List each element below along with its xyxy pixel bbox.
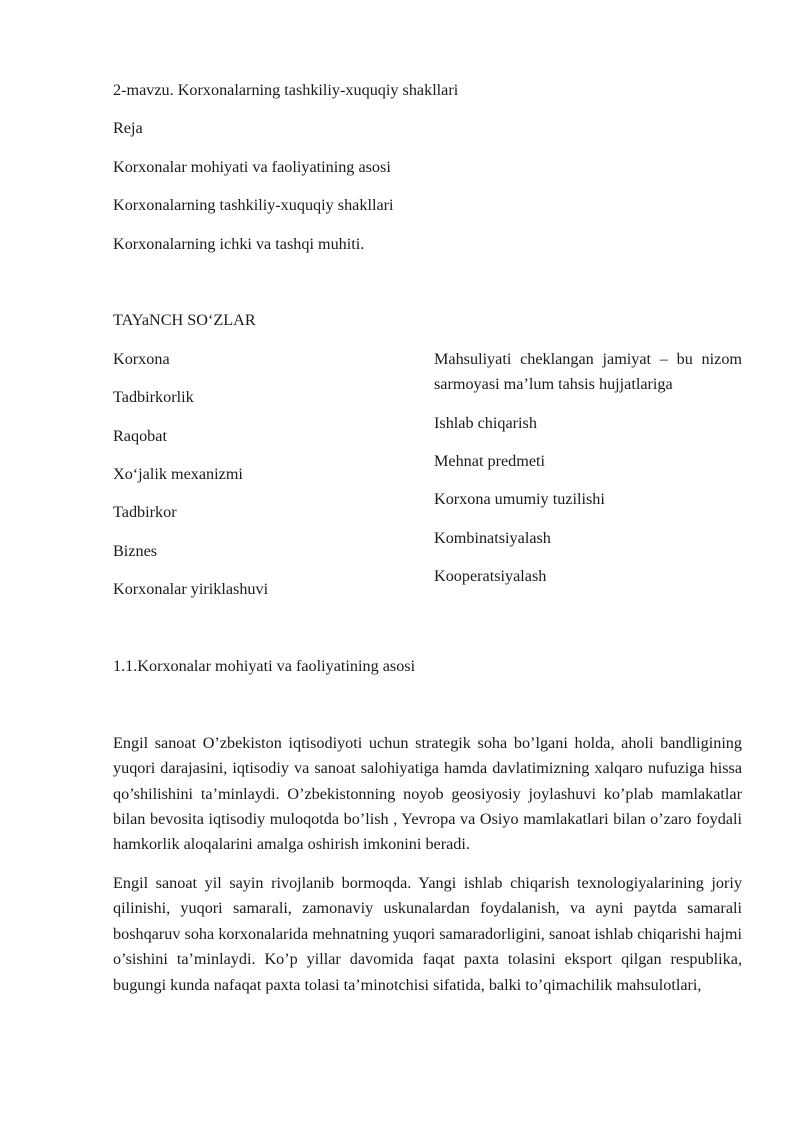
plan-item-2: Korxonalarning tashkiliy-xuquqiy shakllari	[113, 196, 394, 215]
keyword-item: Ishlab chiqarish	[434, 413, 537, 432]
keyword-item: Mahsuliyati cheklangan jamiyat – bu nizom sarmoyasi ma’lum tahsis hujjatlariga	[434, 349, 742, 394]
plan-label: Reja	[113, 119, 143, 138]
keyword-item: Tadbirkorlik	[113, 388, 194, 407]
keyword-item: Mehnat predmeti	[434, 452, 546, 471]
keyword-item: Raqobat	[113, 426, 167, 445]
blank-line	[113, 270, 742, 295]
keyword-item: Kooperatsiyalash	[434, 567, 547, 586]
keyword-item: Kombinatsiyalash	[434, 528, 551, 547]
keywords-column-left	[113, 347, 434, 616]
keyword-item: Xo‘jalik mexanizmi	[113, 465, 243, 484]
keyword-item: Korxona	[113, 349, 170, 368]
keyword-item: Korxonalar yiriklashuvi	[113, 580, 269, 599]
blank-line	[113, 616, 742, 641]
plan-item-3: Korxonalarning ichki va tashqi muhiti.	[113, 234, 365, 253]
body-paragraph-1: Engil sanoat O’zbekiston iqtisodiyoti uchun strategik soha bo’lgani holda, aholi bandligining yuqori darajasini, iqtisodiy va sanoat salohiyatiga hamda davlatimizning xalqaro nufuziga hissa qo’shilishini ta’minlaydi. O’zbekistonning noyob geosiyosiy joylashuvi ko’plab mamlakatlar bilan bevosita iqtisodiy muloqotda bo’lish , Yevropa va Osiyo mamlakatlari bilan o’zaro foydali hamkorlik aloqalarini amalga oshirish imkonini beradi.	[113, 733, 742, 854]
plan-item-1: Korxonalar mohiyati va faoliyatining asosi	[113, 157, 391, 176]
section-heading: 1.1.Korxonalar mohiyati va faoliyatining asosi	[113, 657, 416, 676]
keyword-item: Korxona umumiy tuzilishi	[434, 490, 605, 509]
keywords-heading: TAYaNCH SO‘ZLAR	[113, 311, 256, 330]
keyword-item: Tadbirkor	[113, 503, 177, 522]
keywords-columns	[113, 347, 742, 616]
keyword-item: Biznes	[113, 541, 158, 560]
body-paragraph-2: Engil sanoat yil sayin rivojlanib bormoqda. Yangi ishlab chiqarish texnologiyalarining joriy qilinishi, yuqori samarali, zamonaviy uskunalardan foydalanish, va ayni paytda samarali boshqaruv soha korxonalarida mehnatning yuqori samaradorligini, sanoat ishlab chiqarishi hajmi o’sishini ta’minlaydi. Ko’p yillar davomida faqat paxta tolasini eksport qilgan respublika, bugungi kunda nafaqat paxta tolasi ta’minotchisi sifatida, balki to’qimachilik mahsulotlari,	[113, 873, 742, 994]
keywords-column-right	[434, 347, 742, 603]
blank-line	[113, 692, 742, 717]
page-title: 2-mavzu. Korxonalarning tashkiliy-xuquqiy shakllari	[113, 81, 459, 99]
